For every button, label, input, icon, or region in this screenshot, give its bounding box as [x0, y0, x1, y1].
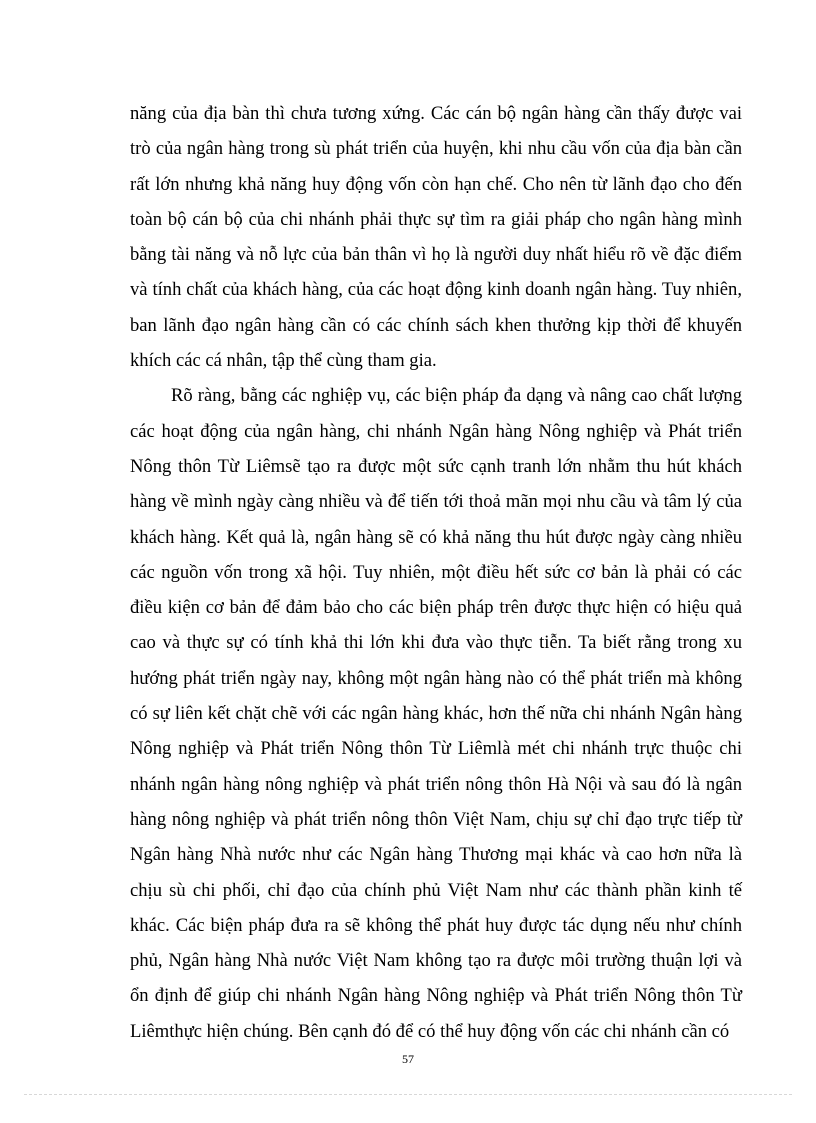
paragraph: Rõ ràng, bằng các nghiệp vụ, các biện pháp đa dạng và nâng cao chất lượng các hoạt động của ngân hàng, chi nhánh Ngân hàng Nông nghiệp và Phát triển Nông thôn Từ Liêmsẽ tạo ra được một sức cạnh tranh lớn nhằm thu hút khách hàng về mình ngày càng nhiều và để tiến tới thoả mãn mọi nhu cầu và tâm lý của khách hàng. Kết quả là, ngân hàng sẽ có khả năng thu hút được ngày càng nhiều các nguồn vốn trong xã hội. Tuy nhiên, một điều hết sức cơ bản là phải có các điều kiện cơ bản để đảm bảo cho các biện pháp trên được thực hiện có hiệu quả cao và thực sự có tính khả thi lớn khi đưa vào thực tiễn. Ta biết rằng trong xu hướng phát triển ngày nay, không một ngân hàng nào có thể phát triển mà không có sự liên kết chặt chẽ với các ngân hàng khác, hơn thế nữa chi nhánh Ngân hàng Nông nghiệp và Phát triển Nông thôn Từ Liêmlà mét chi nhánh trực thuộc chi nhánh ngân hàng nông nghiệp và phát triển nông thôn Hà Nội và sau đó là ngân hàng nông nghiệp và phát triển nông thôn Việt Nam, chịu sự chỉ đạo trực tiếp từ Ngân hàng Nhà nước như các Ngân hàng Thương mại khác và cao hơn nữa là chịu sù chi phối, chỉ đạo của chính phủ Việt Nam như các thành phần kinh tế khác. Các biện pháp đưa ra sẽ không thể phát huy được tác dụng nếu như chính phủ, Ngân hàng Nhà nước Việt Nam không tạo ra được môi trường thuận lợi và ổn định để giúp chi nhánh Ngân hàng Nông nghiệp và Phát triển Nông thôn Từ Liêmthực hiện chúng. Bên cạnh đó để có thể huy động vốn các chi nhánh cần có — [130, 385, 742, 1042]
page-number: 57 — [402, 1052, 414, 1066]
paragraph-continuation: năng của địa bàn thì chưa tương xứng. Các cán bộ ngân hàng cần thấy được vai trò của ngân hàng trong sù phát triển của huyện, khi nhu cầu vốn của địa bàn cần rất lớn nhưng khả năng huy động vốn còn hạn chế. Cho nên từ lãnh đạo cho đến toàn bộ cán bộ của chi nhánh phải thực sự tìm ra giải pháp cho ngân hàng mình bằng tài năng và nỗ lực của bản thân vì họ là người duy nhất hiểu rõ về đặc điểm và tính chất của khách hàng, của các hoạt động kinh doanh ngân hàng. Tuy nhiên, ban lãnh đạo ngân hàng cần có các chính sách khen thưởng kịp thời để khuyến khích các cá nhân, tập thể cùng tham gia. — [130, 103, 742, 372]
page-divider — [24, 1094, 792, 1095]
body-text — [130, 96, 742, 1049]
